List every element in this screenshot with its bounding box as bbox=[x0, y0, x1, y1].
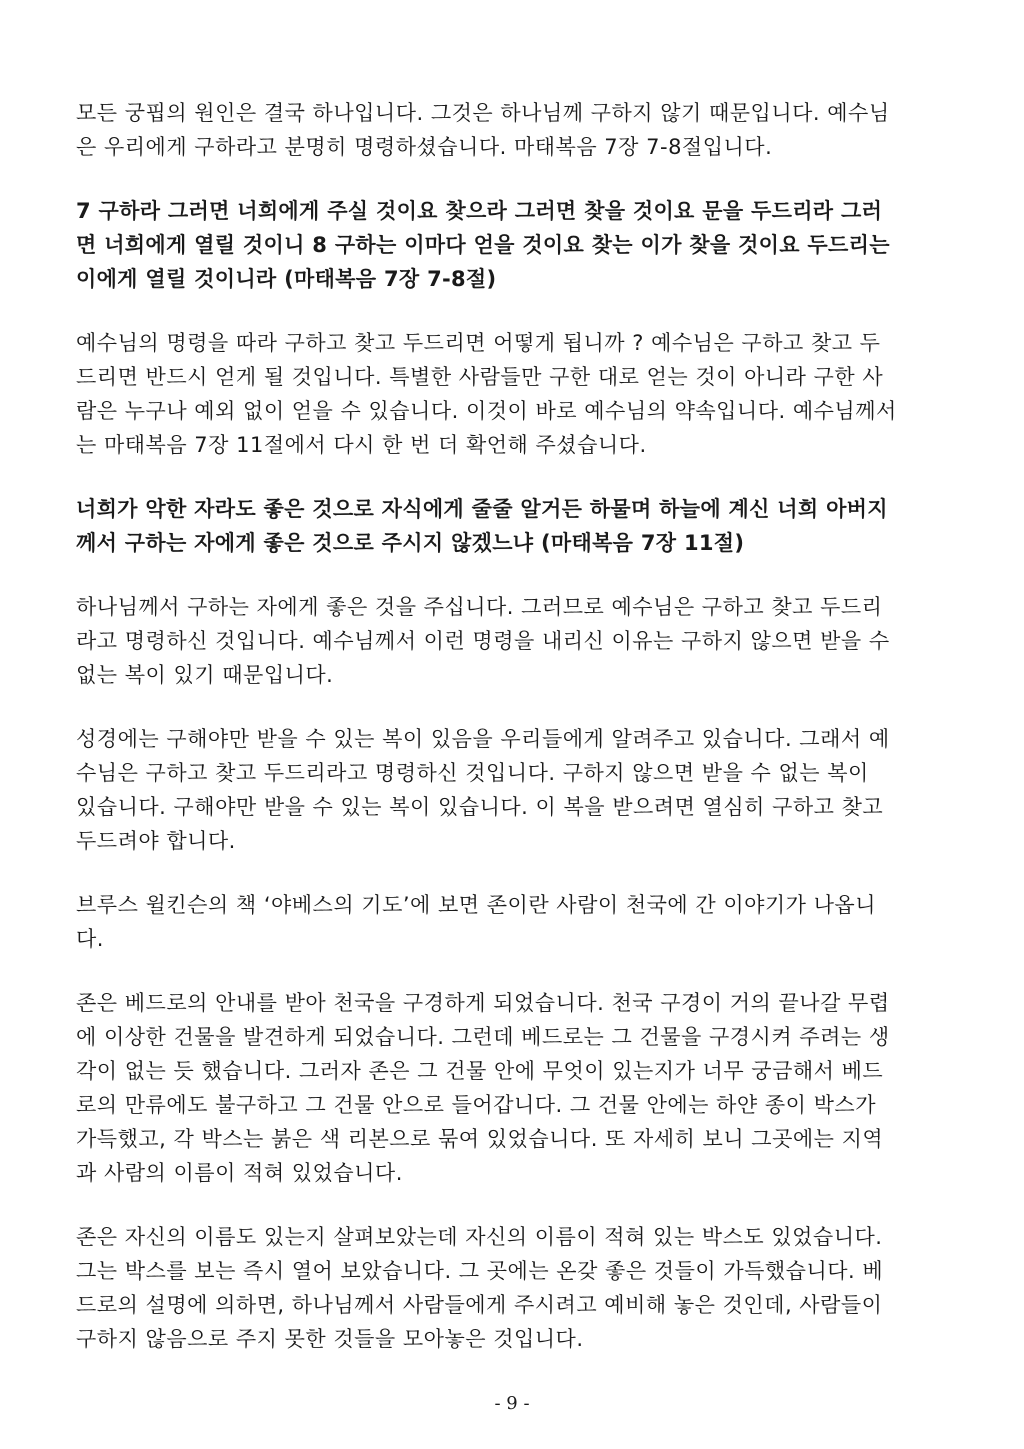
paragraph-1: 모든 궁핍의 원인은 결국 하나입니다. 그것은 하나님께 구하지 않기 때문입니다. 예수님 은 우리에게 구하라고 분명히 명령하셨습니다. 마태복음 7장 7-8절입니다. bbox=[76, 101, 890, 159]
paragraph-6: 존은 베드로의 안내를 받아 천국을 구경하게 되었습니다. 천국 구경이 거의 끝나갈 무렵 에 이상한 건물을 발견하게 되었습니다. 그런데 베드로는 그 건물을 구경시켜 주려는 생 각이 없는 듯 했습니다. 그러자 존은 그 건물 안에 무엇이 있는지가 너무 궁금해서 베드 로의 만류에도 불구하고 그 건물 안으로 들어갑니다. 그 건물 안에는 하얀 종이 박스가 가득했고, 각 박스는 붉은 색 리본으로 묶여 있었습니다. 또 자세히 보니 그곳에는 지역 과 사람의 이름이 적혀 있었습니다. bbox=[76, 991, 890, 1185]
paragraph-2: 예수님의 명령을 따라 구하고 찾고 두드리면 어떻게 됩니까 ? 예수님은 구하고 찾고 두 드리면 반드시 얻게 될 것입니다. 특별한 사람들만 구한 대로 얻는 것이 아니라 구한 사 람은 누구나 예외 없이 얻을 수 있습니다. 이것이 바로 예수님의 약속입니다. 예수님께서 는 마태복음 7장 11절에서 다시 한 번 더 확언해 주셨습니다. bbox=[76, 331, 897, 457]
document-body bbox=[76, 96, 950, 1386]
scripture-quote-2: 너희가 악한 자라도 좋은 것으로 자식에게 줄줄 알거든 하물며 하늘에 계신 너희 아버지 께서 구하는 자에게 좋은 것으로 주시지 않겠느냐 (마태복음 7장 11절) bbox=[76, 497, 888, 555]
scripture-quote-1: 7 구하라 그러면 너희에게 주실 것이요 찾으라 그러면 찾을 것이요 문을 두드리라 그러 면 너희에게 열릴 것이니 8 구하는 이마다 얻을 것이요 찾는 이가 찾을 것이요 두드리는 이에게 열릴 것이니라 (마태복음 7장 7-8절) bbox=[76, 199, 890, 291]
paragraph-5: 브루스 윌킨슨의 책 ‘야베스의 기도’에 보면 존이란 사람이 천국에 간 이야기가 나옵니 다. bbox=[76, 893, 877, 951]
paragraph-7: 존은 자신의 이름도 있는지 살펴보았는데 자신의 이름이 적혀 있는 박스도 있었습니다. 그는 박스를 보는 즉시 열어 보았습니다. 그 곳에는 온갖 좋은 것들이 가득했습니다. 베 드로의 설명에 의하면, 하나님께서 사람들에게 주시려고 예비해 놓은 것인데, 사람들이 구하지 않음으로 주지 못한 것들을 모아놓은 것입니다. bbox=[76, 1225, 884, 1351]
paragraph-4: 성경에는 구해야만 받을 수 있는 복이 있음을 우리들에게 알려주고 있습니다. 그래서 예 수님은 구하고 찾고 두드리라고 명령하신 것입니다. 구하지 않으면 받을 수 없는 복이 있습니다. 구해야만 받을 수 있는 복이 있습니다. 이 복을 받으려면 열심히 구하고 찾고 두드려야 합니다. bbox=[76, 727, 890, 853]
page-number: - 9 - bbox=[494, 1393, 530, 1414]
paragraph-3: 하나님께서 구하는 자에게 좋은 것을 주십니다. 그러므로 예수님은 구하고 찾고 두드리 라고 명령하신 것입니다. 예수님께서 이런 명령을 내리신 이유는 구하지 않으면 받을 수 없는 복이 있기 때문입니다. bbox=[76, 595, 890, 687]
